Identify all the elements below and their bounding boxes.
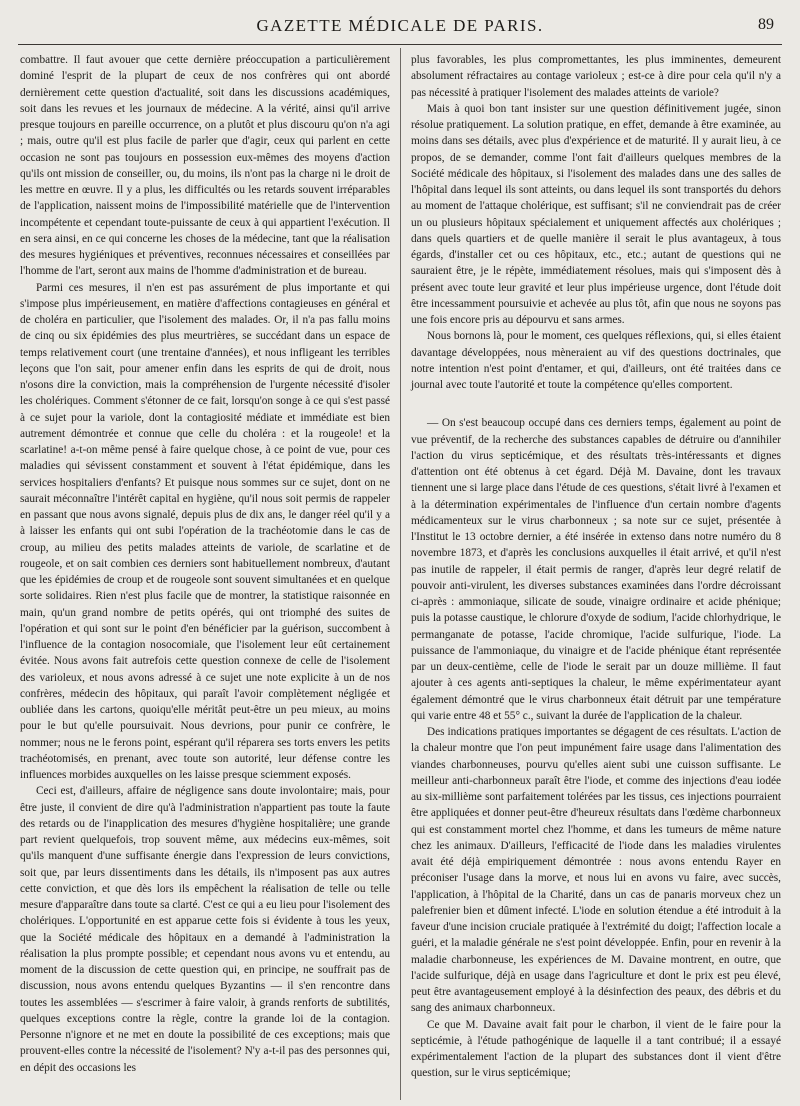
paragraph: plus favorables, les plus compromettantes, les plus imminentes, demeurent absolument réfractaires au contage varioleux ; est-ce à dire pour cela qu'il n'y a pas nécessité à pratiquer l'isolement des malades atteints de variole? [411, 54, 781, 99]
running-title: GAZETTE MÉDICALE DE PARIS. [256, 16, 544, 35]
paragraph: Mais à quoi bon tant insister sur une question définitivement jugée, sinon résolue pratiquement. La solution pratique, en effet, demande à être examinée, au moins dans ses détails, avec plus d'expérience et de maturité. Il y aurait lieu, à ce propos, de se demander, comme l'ont fait d'ailleurs quelques membres de la Société médicale des hôpitaux, si l'isolement des malades dans une des salles de l'hôpital dans lequel ils sont atteints, ou dans lequel ils sont transportés du dehors au moment de l'attaque cholérique, est suffisant; s'il ne conviendrait pas de créer un ou plusieurs hôpitaux spécialement et uniquement affectés aux cholériques ; dans quels quartiers et de quelle manière il serait le plus avantageux, à tous égards, d'installer cet ou ces hôpitaux, etc., etc.; autant de questions qui ne sauraient être, je le répète, immédiatement résolues, mais qui s'imposent dès à présent avec toute leur gravité et leur plus impérieuse urgence, dont l'étude doit être incessamment poursuivie et achevée au plus tôt, afin que nous ne soyons pas une fois encore pris au dépourvu et sans armes. [411, 102, 781, 326]
paragraph: Ce que M. Davaine avait fait pour le charbon, il vient de le faire pour la septicémie, à l'étude pathogénique de laquelle il a tant contribué; il a essayé expérimentalement l'action de la plupart des substances dont il vient d'être question, sur le virus septicémique; [411, 1018, 781, 1080]
page-header [22, 14, 778, 44]
paragraph: Parmi ces mesures, il n'en est pas assurément de plus importante et qui s'impose plus impérieusement, en matière d'affections contagieuses en général et de choléra en particulier, que l'isolement des malades. Or, il n'a pas fallu moins de cinq ou six épidémies des plus meurtrières, se succédant dans un espace de temps relativement court (une trentaine d'années), et nous infligeant les terribles leçons que l'on sait, pour amener enfin dans les esprits de qui de droit, nous n'osons dire la conviction, mais la compréhension de l'urgente nécessité d'isoler les cholériques. Comment s'étonner de ce fait, lorsqu'on songe à ce qui s'est passé à ce sujet pour la variole, dont la contagiosité médiate et immédiate est bien autrement démontrée et connue que celle du choléra : et la rougeole! et la scarlatine! a-t-on même pensé à faire quelque chose, à ce point de vue, pour ces maladies qui sévissent constamment et souvent à l'état épidémique, dans les services hospitaliers d'enfants? Et puisque nous sommes sur ce sujet, dont on ne saurait méconnaître l'intérêt capital en hygiène, qu'il nous soit permis de rappeler en passant que nous avons signalé, depuis plus de dix ans, le danger réel qu'il y a à laisser les enfants qui ont subi l'opération de la trachéotomie dans le cas de croup, au milieu des petits malades atteints de variole, de scarlatine et de rougeole, et on sait combien ces derniers sont habituellement nombreux, d'autant que les épidémies de croup et de rougeole sont souvent simultanées et en quelque sorte solidaires. Rien n'est plus facile que de montrer, la statistique raisonnée en main, qu'un grand nombre de petits opérés, qui ont triomphé des suites de l'opération et qui sont sur le point d'en bénéficier par la guérison, succombent à l'influence de la contagion nosocomiale, que l'isolement leur eût certainement évitée. Nous avons fait autrefois cette question connexe de celle de l'isolement des varioleux, et nous avons adressé à ce sujet une note explicite à un de nos confrères, médecin des hôpitaux, qui paraît l'avoir complètement négligée et oubliée dans les cartons, quoiqu'elle méritât peut-être un peu mieux, au moins pour le but qu'elle poursuivait. Nous devrions, pour punir ce confrère, le nommer; nous ne le ferons point, espérant qu'il réparera ses torts envers les petits trachéotomisés, en prenant, avec toute son autorité, leur défense contre les influences morbides auxquelles on les laisse presque sciemment exposés. [20, 281, 390, 781]
paragraph: Ceci est, d'ailleurs, affaire de négligence sans doute involontaire; mais, pour être juste, il convient de dire qu'à l'administration n'appartient pas toute la faute des retards ou de l'inapplication des mesures d'hygiène hospitalière; une grande part revient quelquefois, trop souvent même, aux médecins eux-mêmes, soit qu'ils manquent d'une suffisante énergie dans l'expression de leurs convictions, soit que, par leurs dissentiments dans les détails, ils n'imposent pas aux autres cette conviction, et que dès lors ils empêchent la réalisation de telle ou telle mesure d'apparaître dans toute sa clarté. C'est ce qui a eu lieu pour l'isolement des cholériques. L'opportunité en est apparue cette fois si évidente à tous les yeux, que la Société médicale des hôpitaux en a demandé à l'administration la réalisation la plus prompte possible; et cependant nous avons vu et entendu, au moment de la discussion de cette question qui, en principe, ne souffrait pas de discussion, nous avons entendu quelques Byzantins — il s'en rencontre dans toutes les assemblées — s'escrimer à faire valoir, à grands renforts de subtilités, quelques exceptions contre la règle, contre la grande loi de la contagion. Personne n'ignore et ne met en doute la possibilité de ces exceptions; mais que prouvent-elles contre la nécessité de l'isolement? N'y a-t-il pas des personnes qui, en dépit des occasions les [20, 785, 390, 1074]
page-number: 89 [758, 16, 774, 33]
right-column [411, 52, 781, 1082]
header-rule [18, 44, 782, 45]
section-paragraph: — On s'est beaucoup occupé dans ces derniers temps, également au point de vue préventif, de la recherche des substances capables de détruire ou d'annihiler l'action du virus septicémique, et des résultats très-intéressants et dignes d'attention ont été obtenus à cet égard. Déjà M. Davaine, dont les travaux tiennent une si large place dans l'étude de ces questions, s'était livré à l'examen et à la détermination expérimentales de l'influence d'un certain nombre d'agents médicamenteux sur le virus charbonneux ; sa note sur ce sujet, présentée à l'Institut le 13 octobre dernier, a été insérée in extenso dans notre numéro du 8 novembre 1873, et d'après les conclusions auxquelles il était arrivé, et qu'il n'est pas inutile de rappeler, il était permis de ranger, d'après leur degré relatif de pouvoir anti-virulent, les diverses substances examinées dans l'ordre décroissant ci-après : ammoniaque, silicate de soude, vinaigre ordinaire et acide phénique; puis la potasse caustique, le chlorure d'oxyde de sodium, l'acide chlorhydrique, le permanganate de potasse, l'acide chromique, l'acide sulfurique, l'iode. La puissance de l'ammoniaque, du vinaigre et de l'acide phénique étant représentée par un deux-centième, celle de l'iode le serait par un douze millième. Il faut ajouter à ces agents anti-septiques la chaleur, le même expérimentateur ayant également démontré que le virus charbonneux était détruit par une température qui varie entre 48 et 55° c., suivant la durée de l'application de la chaleur. [411, 417, 781, 722]
left-column [20, 52, 390, 1076]
column-divider [400, 48, 401, 1100]
paragraph: Des indications pratiques importantes se dégagent de ces résultats. L'action de la chaleur montre que l'on peut impunément faire usage dans l'alimentation des viandes charbonneuses, pourvu qu'elles aient subi une cuisson suffisante. Le meilleur anti-charbonneux paraît être l'iode, et comme des injections d'eau iodée au six-millième sont parfaitement tolérées par les tissus, ces injections pourraient être appliquées et donner peut-être d'heureux résultats dans l'œdème charbonneux qui est constamment mortel chez l'homme, et dans les tumeurs de même nature chez les animaux. D'ailleurs, l'efficacité de l'iode dans les maladies virulentes avait été déjà empiriquement démontrée : nous avons entendu Rayer en préconiser l'usage dans la morve, et nous lui en avons vu faire, avec succès, l'application, à l'hôpital de la Charité, dans un cas de panaris morveux chez un palefrenier bien et dûment infecté. L'iode en solution étendue a été introduit à la faveur d'une incision cruciale pratiquée à l'extrémité du doigt; l'affection locale a guéri, et la maladie générale ne s'est point développée. Enfin, pour en revenir à la maladie charbonneuse, les expériences de M. Davaine montrent, en outre, que l'acide sulfurique, déjà en usage dans l'agriculture et dont le prix est peu élevé, peut être avantageusement employé à la désinfection des peaux, des débris et du sang des animaux charbonneux. [411, 726, 781, 1015]
paragraph: combattre. Il faut avouer que cette dernière préoccupation a particulièrement dominé l'esprit de la plupart de ceux de nos confrères qui ont abordé dernièrement cette question d'actualité, soit dans les discussions académiques, soit dans les revues et les journaux de médecine. A la vérité, ainsi qu'il arrive presque toujours en pareille occurrence, on a plutôt et plus discouru qu'on n'a agi ; mais, outre qu'il est plus facile de parler que d'agir, ceux qui parlent en cette occasion ne sont pas toujours en possession eux-mêmes des moyens d'action qu'ils ont mission de conseiller, ou, du moins, ils n'ont pas la charge ni le droit de les mettre en œuvre. Il y a plus, les difficultés ou les retards souvent irréparables de l'application, naissent moins de l'impossibilité matérielle que de l'intervention incompétente et cependant toute-puissante de ceux à qui appartient l'exécution. Il en sera ainsi, en ce qui concerne les choses de la médecine, tant que la réalisation des mesures hygiéniques et préventives, reconnues nécessaires et conseillées par l'homme de l'art, seront aux mains de l'homme d'administration et de bureau. [20, 54, 390, 278]
paragraph: Nous bornons là, pour le moment, ces quelques réflexions, qui, si elles étaient davantage développées, nous mèneraient au vif des questions doctrinales, que notre intention n'est point d'entamer, et qui, d'ailleurs, ont été traitées dans ce journal avec toute l'autorité et toute la compétence qu'elles comportent. [411, 330, 781, 391]
